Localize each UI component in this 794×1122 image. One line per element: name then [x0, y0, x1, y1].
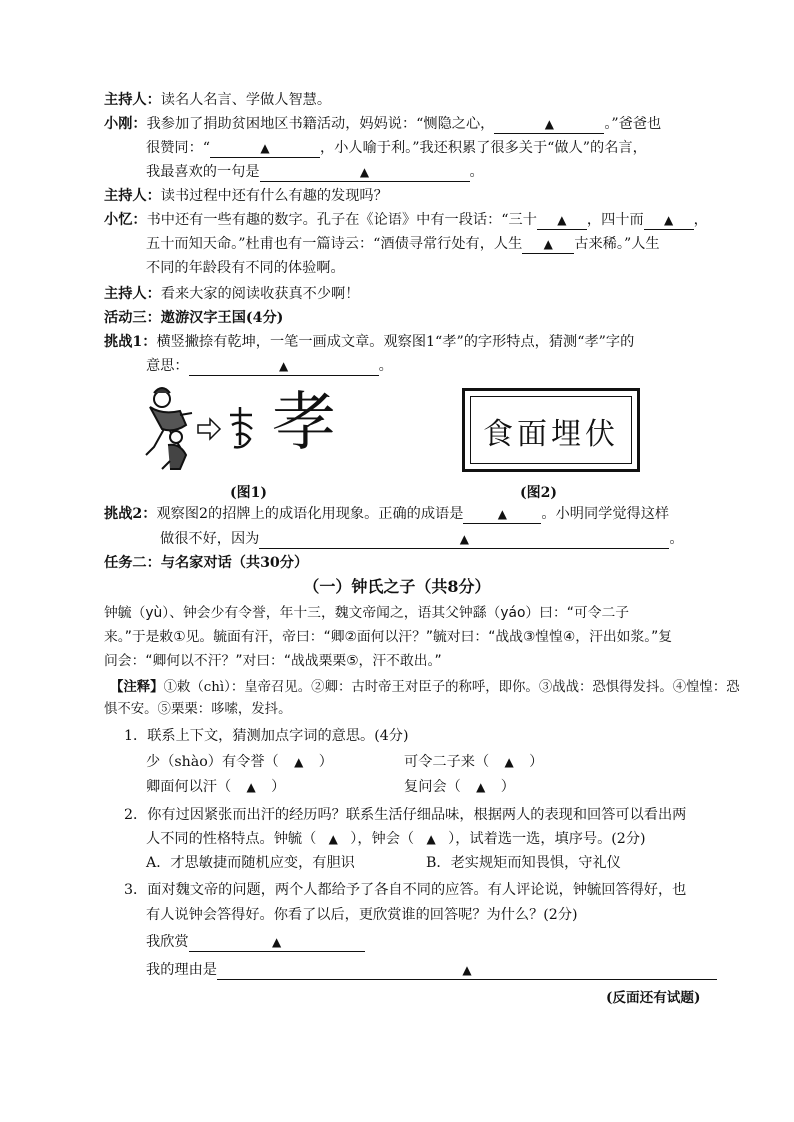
section-title: （一）钟氏之子（共8分） [303, 577, 491, 596]
line-text: 看来大家的阅读收获真不少啊！ [160, 286, 360, 302]
answer-slot[interactable] [461, 777, 501, 797]
answer-blank[interactable] [494, 116, 604, 134]
triangle-icon: ▲ [260, 141, 270, 155]
xiaogang-line-3 [146, 162, 484, 182]
challenge-2-reason [160, 529, 684, 549]
challenge-2 [104, 504, 669, 524]
speaker: 小刚： [104, 116, 147, 132]
speaker: 挑战2： [104, 506, 157, 522]
triangle-icon: ▲ [328, 832, 338, 846]
elder-child-pictograph-icon [146, 388, 192, 469]
annotation-line-2: 惧不安。⑤栗栗：哆嗦，发抖。 [104, 702, 292, 717]
line-text: 不同的年龄段有不同的体验啊。 [146, 260, 345, 276]
task-two-heading: 任务二：与名家对话（共30分） [104, 555, 309, 571]
q3-reason [146, 960, 717, 980]
xiaogang-line-2 [146, 138, 647, 158]
triangle-icon: ▲ [246, 780, 256, 794]
line-text: 读书过程中还有什么有趣的发现吗？ [160, 188, 388, 204]
triangle-icon: ▲ [476, 780, 486, 794]
xiaoyi-line-1 [104, 210, 708, 230]
triangle-icon: ▲ [426, 832, 436, 846]
line-text: 。小明同学觉得这样 [541, 506, 670, 522]
line-text: ） [500, 779, 515, 795]
line-text: 可令二子来（ [404, 754, 490, 770]
answer-blank[interactable] [217, 962, 717, 980]
triangle-icon: ▲ [462, 963, 472, 977]
triangle-icon: ▲ [544, 117, 554, 131]
triangle-icon: ▲ [543, 237, 553, 251]
host-line-2 [104, 186, 388, 206]
answer-blank[interactable] [522, 236, 574, 254]
line-text: 很赞同：“ [146, 140, 211, 156]
xiaogang-line-1 [104, 114, 661, 134]
passage-line-3: 问会：“卿何以不汗？”对曰：“战战栗栗⑤，汗不敢出。” [104, 653, 442, 669]
answer-blank[interactable] [189, 934, 365, 952]
figure-1-caption: (图1) [230, 485, 267, 501]
speaker: 主持人： [104, 92, 161, 108]
challenge-1-answer [146, 356, 393, 376]
q1-item-a [146, 752, 333, 772]
answer-slot[interactable] [231, 777, 271, 797]
question-3-line-1: 3．面对魏文帝的问题，两个人都给予了各自不同的应答。有人评论说，钟毓回答得好，也 [124, 882, 687, 898]
line-text: ），试着选一选，填序号。(2分) [448, 831, 646, 847]
triangle-icon: ▲ [278, 359, 289, 373]
line-text: 少（shào）有令誉（ [146, 754, 279, 770]
speaker: 挑战1： [104, 334, 157, 350]
q3-appreciate [146, 932, 365, 952]
arrow-icon [198, 419, 220, 439]
line-text: 人不同的性格特点。钟毓（ [146, 831, 317, 847]
regular-script-xiao: 孝 [272, 386, 336, 460]
passage-line-1: 钟毓（yù）、钟会少有令誉，年十三，魏文帝闻之，语其父钟繇（yáo）曰：“可令二子 [104, 605, 630, 621]
line-text: ） [318, 754, 333, 770]
line-text: ） [529, 754, 544, 770]
question-2-line-2 [146, 829, 646, 849]
question-1: 1．联系上下文，猜测加点字词的意思。(4分) [124, 728, 409, 744]
answer-blank[interactable] [537, 212, 587, 230]
line-text: ） [271, 779, 286, 795]
line-text: 横竖撇捺有乾坤，一笔一画成文章。观察图1“孝”的字形特点，猜测“孝”字的 [156, 334, 635, 350]
line-text: 我的理由是 [146, 962, 217, 978]
line-text: 。 [378, 358, 393, 374]
host-line-1 [104, 90, 331, 110]
annotation-line-1 [110, 677, 740, 698]
line-text: 意思： [146, 358, 189, 374]
line-text: 复问会（ [404, 779, 461, 795]
q1-item-d [404, 777, 515, 797]
line-text: 我欣赏 [146, 934, 189, 950]
line-text: 。”爸爸也 [604, 116, 662, 132]
triangle-icon: ▲ [294, 755, 304, 769]
answer-blank[interactable] [189, 358, 379, 376]
triangle-icon: ▲ [557, 213, 567, 227]
answer-slot[interactable] [316, 829, 350, 849]
answer-blank[interactable] [210, 140, 320, 158]
speaker: 主持人： [104, 286, 161, 302]
line-text: ，四十而 [586, 212, 644, 228]
passage-line-2: 来。”于是敕①见。毓面有汗，帝曰：“卿②面何以汗？”毓对曰：“战战③惶惶④，汗出如浆。”复 [104, 629, 673, 645]
option-b: B．老实规矩而知畏惧，守礼仪 [426, 855, 621, 871]
signboard-text: 食面埋伏 [483, 417, 619, 452]
triangle-icon: ▲ [664, 213, 674, 227]
triangle-icon: ▲ [504, 755, 514, 769]
footer-note: (反面还有试题) [606, 990, 701, 1006]
triangle-icon: ▲ [497, 507, 508, 521]
line-text: 我最喜欢的一句是 [146, 164, 260, 180]
answer-slot[interactable] [489, 752, 529, 772]
q1-item-b [404, 752, 543, 772]
triangle-icon: ▲ [459, 532, 469, 546]
line-text: ，小人喻于利。”我还积累了很多关于“做人”的名言， [320, 140, 647, 156]
activity-three-heading: 活动三：遨游汉字王国(4分) [104, 310, 284, 326]
line-text: ），钟会（ [350, 831, 415, 847]
line-text: 卿面何以汗（ [146, 779, 232, 795]
line-text: 我参加了捐助贫困地区书籍活动，妈妈说：“恻隐之心， [146, 116, 495, 132]
challenge-1 [104, 332, 634, 352]
line-text: 观察图2的招牌上的成语化用现象。正确的成语是 [156, 506, 464, 522]
line-text: 古来稀。”人生 [574, 236, 660, 252]
triangle-icon: ▲ [271, 935, 282, 949]
answer-slot[interactable] [279, 752, 319, 772]
line-text: 做很不好，因为 [160, 531, 260, 547]
answer-blank[interactable] [259, 531, 669, 549]
triangle-icon: ▲ [359, 165, 370, 179]
annotation-tag: 【注释】 [110, 679, 164, 695]
speaker: 小忆： [104, 212, 147, 228]
line-text: 。 [669, 531, 684, 547]
answer-blank[interactable] [463, 506, 541, 524]
line-text: 读名人名言、学做人智慧。 [160, 92, 332, 108]
q1-item-c [146, 777, 285, 797]
host-line-3 [104, 284, 359, 304]
question-2-line-1: 2．你有过因紧张而出汗的经历吗？联系生活仔细品味，根据两人的表现和回答可以看出两 [124, 807, 687, 823]
seal-script-xiao-icon [230, 407, 252, 447]
xiaoyi-line-3 [146, 258, 345, 278]
xiaoyi-line-2 [146, 234, 660, 254]
line-text: 。 [469, 164, 484, 180]
figure-2-signboard [462, 388, 640, 472]
answer-slot[interactable] [414, 829, 448, 849]
answer-blank[interactable] [644, 212, 694, 230]
option-a: A．才思敏捷而随机应变，有胆识 [146, 855, 355, 871]
line-text: 五十而知天命。”杜甫也有一篇诗云：“酒债寻常行处有，人生 [146, 236, 523, 252]
line-text: ①敕（chì）：皇帝召见。②卿：古时帝王对臣子的称呼，即你。③战战：恐惧得发抖。④惶惶：恐 [163, 680, 740, 695]
line-text: ， [693, 212, 708, 228]
question-3-line-2: 有人说钟会答得好。你看了以后，更欣赏谁的回答呢？为什么？(2分) [146, 907, 578, 923]
answer-blank[interactable] [260, 164, 470, 182]
speaker: 主持人： [104, 188, 161, 204]
line-text: 书中还有一些有趣的数字。孔子在《论语》中有一段话：“三十 [146, 212, 537, 228]
figure-2-caption: (图2) [520, 485, 557, 501]
